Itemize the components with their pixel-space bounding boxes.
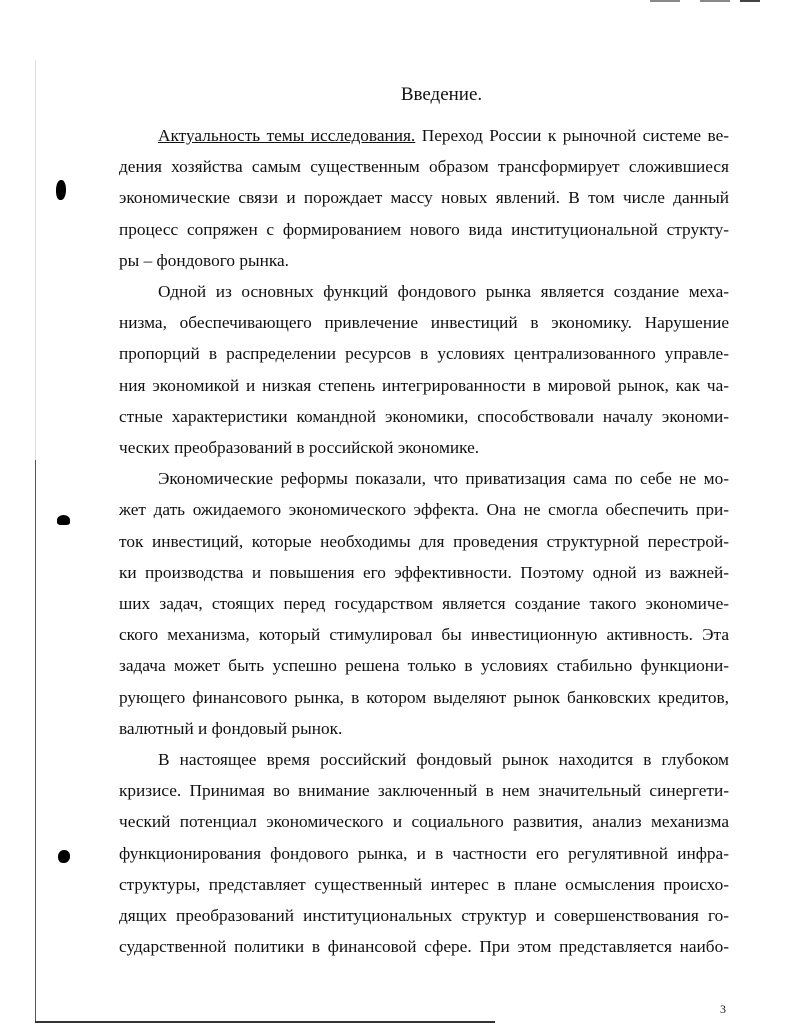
text-line: ческий потенциал экономического и социального развития, анализ механизма xyxy=(119,812,729,832)
section-title: Введение. xyxy=(400,84,483,105)
text-line: функционирования фондового рынка, и в частности его регулятивной инфра- xyxy=(119,843,729,863)
paragraph xyxy=(119,463,729,744)
text-line: Актуальность темы исследования. Переход России к рыночной системе ве- xyxy=(158,126,730,145)
punch-hole-mark xyxy=(56,180,66,200)
text-line: задача может быть успешно решена только в условиях стабильно функциони- xyxy=(119,656,729,676)
text-line: структуры, представляет существенный интерес в плане осмысления происхо- xyxy=(119,874,729,894)
text-line: сударственной политики в финансовой сфере. При этом представляется наибо- xyxy=(119,937,729,957)
text-line: кризисе. Принимая во внимание заключенный в нем значительный синергети- xyxy=(119,781,729,801)
scan-edge-bottom xyxy=(35,1021,495,1023)
paragraph xyxy=(119,276,729,463)
text-line: дящих преобразований институциональных структур и совершенствования го- xyxy=(119,906,729,926)
text-line: ки производства и повышения его эффективности. Поэтому одной из важней- xyxy=(119,562,729,582)
text-line: ших задач, стоящих перед государством является создание такого экономиче- xyxy=(119,594,729,614)
text-line: В настоящее время российский фондовый рынок находится в глубоком xyxy=(158,750,729,770)
text-line: дения хозяйства самым существенным образом трансформирует сложившиеся xyxy=(119,157,729,177)
text-line: экономические связи и порождает массу новых явлений. В том числе данный xyxy=(119,188,729,208)
text-line: ческих преобразований в российской экономике. xyxy=(119,438,480,458)
paragraph xyxy=(119,120,729,276)
text-line: ры – фондового рынка. xyxy=(119,250,289,270)
scan-edge-line xyxy=(35,60,36,460)
text-line: стные характеристики командной экономики, способствовали началу экономи- xyxy=(119,406,729,426)
text-line: жет дать ожидаемого экономического эффекта. Она не смогла обеспечить при- xyxy=(119,500,729,520)
scan-artifact-top xyxy=(740,0,760,2)
text-line: ток инвестиций, которые необходимы для проведения структурной перестрой- xyxy=(119,531,729,551)
punch-hole-mark xyxy=(57,515,70,525)
text-line: ния экономикой и низкая степень интегрированности в мировой рынок, как ча- xyxy=(119,375,729,395)
body-text xyxy=(119,120,729,962)
page-number: 3 xyxy=(720,1002,726,1016)
text-line: рующего финансового рынка, в котором выделяют рынок банковских кредитов, xyxy=(119,687,729,707)
text-line: низма, обеспечивающего привлечение инвестиций в экономику. Нарушение xyxy=(119,313,729,333)
text-line: пропорций в распределении ресурсов в условиях централизованного управле- xyxy=(119,344,729,364)
scan-artifact-top xyxy=(650,0,680,2)
text-line: валютный и фондовый рынок. xyxy=(119,718,343,738)
text-line: процесс сопряжен с формированием нового вида институциональной структу- xyxy=(119,219,729,239)
underlined-heading: Актуальность темы исследования. xyxy=(158,126,416,145)
text-line: Одной из основных функций фондового рынка является создание меха- xyxy=(158,282,729,302)
scan-edge-line xyxy=(35,460,36,1022)
scan-artifact-top xyxy=(700,0,730,2)
text-line: Экономические реформы показали, что приватизация сама по себе не мо- xyxy=(158,469,729,489)
punch-hole-mark xyxy=(58,850,70,863)
paragraph xyxy=(119,744,729,962)
text-line: ского механизма, который стимулировал бы инвестиционную активность. Эта xyxy=(119,625,729,645)
